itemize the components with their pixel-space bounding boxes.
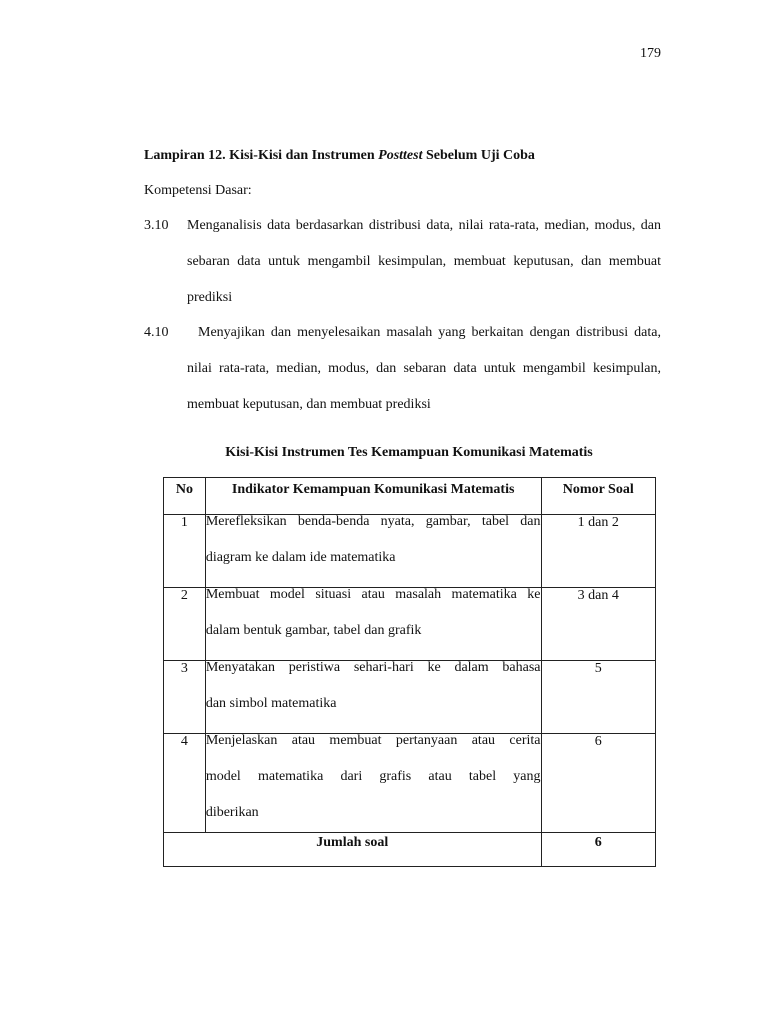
table-row	[164, 515, 656, 588]
row-indikator	[205, 515, 541, 588]
row-nomor-soal: 6	[541, 734, 655, 833]
total-value: 6	[541, 833, 655, 867]
kompetensi-number: 3.10	[144, 218, 169, 233]
header-no: No	[164, 478, 206, 515]
heading-prefix: Lampiran 12. Kisi-Kisi dan Instrumen	[144, 148, 379, 163]
table-row	[164, 734, 656, 833]
indikator-line: Merefleksikan benda-benda nyata, gambar, tabel dan	[205, 514, 541, 529]
row-nomor-soal: 5	[541, 661, 655, 734]
table-header-row	[164, 478, 656, 515]
row-number: 4	[164, 734, 206, 833]
row-number: 2	[164, 588, 206, 661]
indikator-line: model matematika dari grafis atau tabel yang	[205, 769, 541, 784]
row-indikator	[205, 661, 541, 734]
header-indikator: Indikator Kemampuan Komunikasi Matematis	[205, 478, 541, 515]
row-nomor-soal: 3 dan 4	[541, 588, 655, 661]
kompetensi-line: prediksi	[187, 290, 233, 305]
indikator-line: Membuat model situasi atau masalah matematika ke	[205, 587, 541, 602]
indikator-line: Menjelaskan atau membuat pertanyaan atau cerita	[205, 733, 541, 748]
heading-suffix: Sebelum Uji Coba	[422, 148, 535, 163]
row-number: 1	[164, 515, 206, 588]
kompetensi-line: Menganalisis data berdasarkan distribusi data, nilai rata-rata, median, modus, dan	[187, 218, 661, 233]
indikator-line: dalam bentuk gambar, tabel dan grafik	[205, 623, 422, 638]
indikator-line: Menyatakan peristiwa sehari-hari ke dalam bahasa	[205, 660, 541, 675]
kompetensi-line: Menyajikan dan menyelesaikan masalah yang berkaitan dengan distribusi data,	[198, 325, 661, 340]
table-row	[164, 588, 656, 661]
kisi-kisi-table	[163, 477, 656, 867]
row-indikator	[205, 588, 541, 661]
table-title: Kisi-Kisi Instrumen Tes Kemampuan Komunikasi Matematis	[225, 445, 593, 460]
row-number: 3	[164, 661, 206, 734]
header-nomor-soal: Nomor Soal	[541, 478, 655, 515]
indikator-line: dan simbol matematika	[205, 696, 337, 711]
table-row	[164, 661, 656, 734]
indikator-line: diberikan	[205, 805, 259, 820]
row-nomor-soal: 1 dan 2	[541, 515, 655, 588]
total-label: Jumlah soal	[164, 833, 542, 867]
page-heading	[144, 148, 535, 164]
indikator-line: diagram ke dalam ide matematika	[205, 550, 396, 565]
kompetensi-dasar-label: Kompetensi Dasar:	[144, 183, 252, 198]
table-total-row	[164, 833, 656, 867]
page-number: 179	[640, 46, 661, 61]
kompetensi-line: membuat keputusan, dan membuat prediksi	[187, 397, 431, 412]
row-indikator	[205, 734, 541, 833]
kompetensi-number: 4.10	[144, 325, 169, 340]
kompetensi-line: sebaran data untuk mengambil kesimpulan, membuat keputusan, dan membuat	[187, 254, 661, 269]
heading-italic: Posttest	[378, 148, 423, 163]
kompetensi-line: nilai rata-rata, median, modus, dan sebaran data untuk mengambil kesimpulan,	[187, 361, 661, 376]
